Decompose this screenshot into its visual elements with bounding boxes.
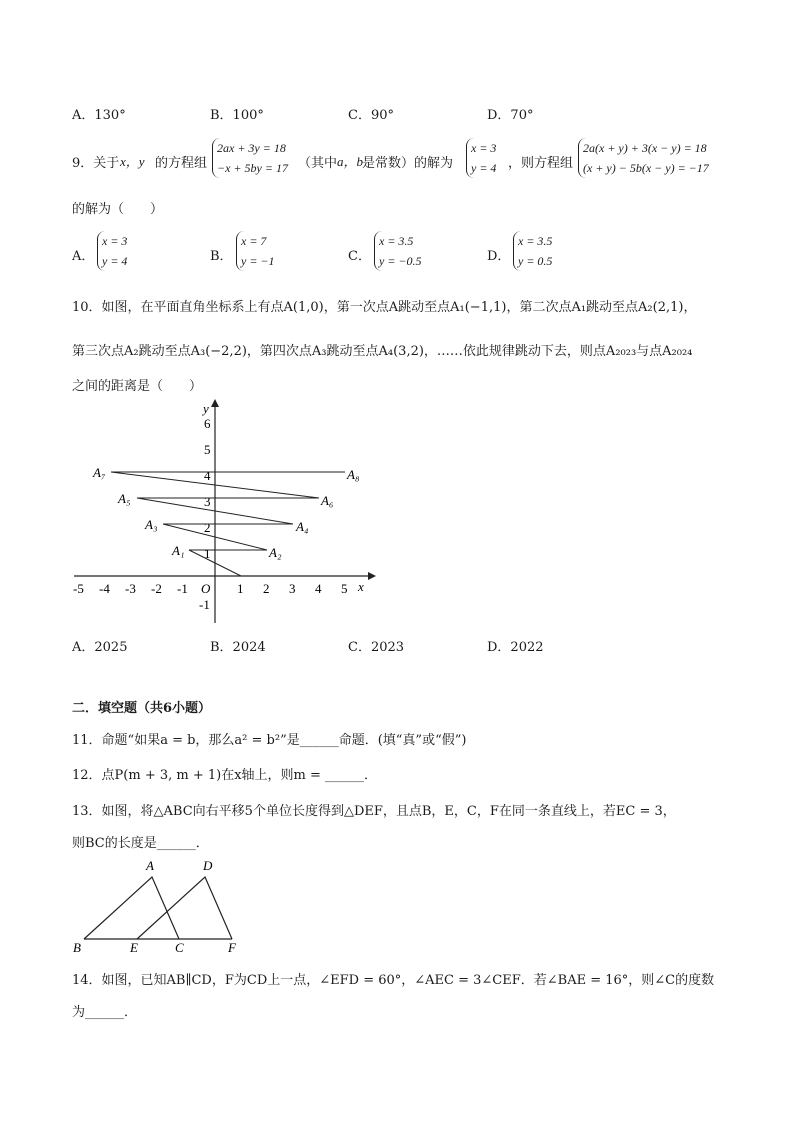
q10-line-3: 之间的距离是（ ） <box>72 379 203 394</box>
q9-option-d-letter: D． <box>487 249 511 264</box>
q10-option-b: B．2024 <box>210 640 266 655</box>
x-tick: -2 <box>151 581 162 596</box>
x-tick: -5 <box>73 581 84 596</box>
q9-vars: x，y <box>120 154 145 169</box>
q9-text1: 的方程组 <box>155 156 208 171</box>
y-axis-arrow <box>211 399 219 407</box>
x-tick: 4 <box>315 581 322 596</box>
q13-line-1: 13．如图，将△ABC向右平移5个单位长度得到△DEF，且点B，E，C，F在同一条直线上，若EC = 3， <box>72 804 676 819</box>
point-label: F <box>228 940 236 955</box>
point-label: C <box>175 940 184 955</box>
q9-text2: （其中 <box>298 156 338 171</box>
x-tick: 2 <box>263 581 270 596</box>
q9-system-1: 2ax + 3y = 18 −x + 5by = 17 <box>212 138 288 178</box>
x-tick: 3 <box>289 581 296 596</box>
q9-option-a-letter: A． <box>72 249 95 264</box>
point-label: A₂ <box>269 545 282 560</box>
section-title: 二．填空题（共6小题） <box>72 701 212 716</box>
point-label: A₅ <box>118 491 131 506</box>
point-label: B <box>73 940 81 955</box>
q9-system-2: 2a(x + y) + 3(x − y) = 18 (x + y) − 5b(x − y) = −17 <box>578 138 709 178</box>
q9-tail: 的解为（ ） <box>72 202 164 217</box>
q10-option-c: C．2023 <box>348 640 405 655</box>
q9-text3: 是常数）的解为 <box>362 156 454 171</box>
q14-line-1: 14．如图，已知AB∥CD，F为CD上一点，∠EFD = 60°，∠AEC = 3∠CEF．若∠BAE = 16°，则∠C的度数 <box>72 973 715 988</box>
q9-option-b-system: x = 7 y = −1 <box>236 231 275 271</box>
q8-option-c: C．90° <box>348 108 394 123</box>
q8-option-a: A．130° <box>72 108 126 123</box>
y-tick: 5 <box>204 442 211 457</box>
q14-line-2: 为______． <box>72 1005 138 1020</box>
point-label: A₇ <box>93 465 106 480</box>
q9-option-c-system: x = 3.5 y = −0.5 <box>374 231 422 271</box>
x-tick: 5 <box>341 581 348 596</box>
y-tick: 1 <box>204 546 211 561</box>
point-label: A₁ <box>172 543 185 558</box>
q10-option-a: A．2025 <box>72 640 128 655</box>
x-tick: 1 <box>237 581 244 596</box>
triangle-abc <box>84 877 179 939</box>
point-label: E <box>130 940 138 955</box>
q10-line-2: 第三次点A₂跳动至点A₃(−2,2)，第四次点A₃跳动至点A₄(3,2)，……依此规律跳动下去，则点A₂₀₂₃与点A₂₀₂₄ <box>72 344 693 359</box>
q9-solution: x = 3 y = 4 <box>466 138 496 178</box>
q10-option-d: D．2022 <box>487 640 544 655</box>
y-tick: 2 <box>204 520 211 535</box>
y-tick: -1 <box>199 597 210 612</box>
q9-lead: 9．关于 <box>72 156 120 171</box>
q8-option-d: D．70° <box>487 108 534 123</box>
x-tick: -1 <box>177 581 188 596</box>
point-label: A <box>146 858 154 873</box>
point-label: A₄ <box>296 519 309 534</box>
triangle-def <box>137 877 232 939</box>
x-axis-label: x <box>358 579 364 594</box>
question-12: 12．点P(m + 3, m + 1)在x轴上，则m = ______． <box>72 768 378 783</box>
y-tick: 4 <box>204 468 211 483</box>
y-tick: 3 <box>204 494 211 509</box>
point-label: A₆ <box>321 493 334 508</box>
q9-option-b-letter: B． <box>210 249 233 264</box>
y-tick: 6 <box>204 416 211 431</box>
q10-coordinate-graph <box>60 395 380 627</box>
q9-option-c-letter: C． <box>348 249 371 264</box>
point-label: A₈ <box>347 467 360 482</box>
point-label: D <box>203 858 213 873</box>
x-tick: -3 <box>125 581 136 596</box>
q9-option-a-system: x = 3 y = 4 <box>97 231 127 271</box>
q8-option-b: B．100° <box>210 108 264 123</box>
origin-label: O <box>201 581 211 596</box>
y-axis-label: y <box>203 401 209 416</box>
q13-translation-figure <box>68 855 248 955</box>
q9-ab: a，b <box>337 154 364 169</box>
q9-option-d-system: x = 3.5 y = 0.5 <box>513 231 552 271</box>
x-axis-arrow <box>368 572 376 580</box>
q10-line-1: 10．如图，在平面直角坐标系上有点A(1,0)，第一次点A跳动至点A₁(−1,1)，第二次点A₁跳动至点A₂(2,1)， <box>72 300 697 315</box>
question-11: 11．命题“如果a = b，那么a² = b²”是______命题．(填“真”或“假”) <box>72 733 467 748</box>
point-label: A₃ <box>145 517 158 532</box>
q13-line-2: 则BC的长度是______． <box>72 836 209 851</box>
x-tick: -4 <box>99 581 110 596</box>
q9-text4: ，则方程组 <box>508 156 574 171</box>
